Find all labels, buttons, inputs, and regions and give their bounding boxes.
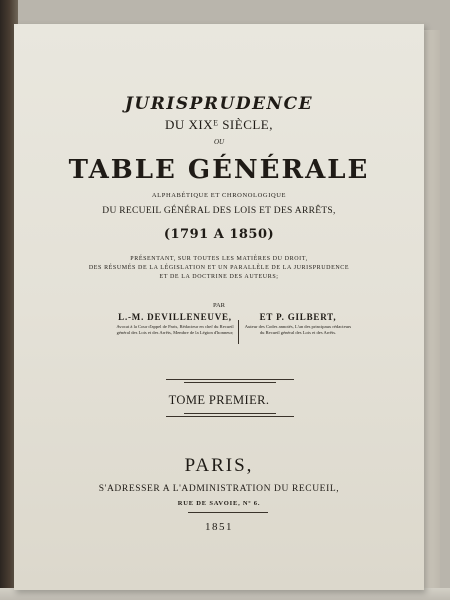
- author-divider: [238, 320, 239, 344]
- imprint-year: 1851: [205, 521, 233, 533]
- imprint-city: PARIS,: [184, 455, 254, 476]
- ornamental-rule-top-thin: [184, 382, 276, 383]
- subtitle-century: DU XIXᴱ SIÈCLE,: [165, 117, 273, 132]
- author-description: Avocat à la Cour d'appel de Paris, Rédacteur en chef du Recueil général des Lois et des Arrêts, Membre de la Légion d'honneur;: [116, 324, 234, 335]
- subtitle-alphabetique: ALPHABÉTIQUE ET CHRONOLOGIQUE: [151, 192, 287, 199]
- imprint-street: RUE DE SAVOIE, Nº 6.: [177, 500, 261, 507]
- author-name: L.-M. DEVILLENEUVE,: [118, 312, 232, 322]
- subtitle-recueil: DU RECUEIL GÉNÉRAL DES LOIS ET DES ARRÊTS,: [102, 206, 336, 216]
- date-range: (1791 A 1850): [163, 227, 275, 242]
- author-devilleneuve: [114, 312, 236, 335]
- title-jurisprudence: JURISPRUDENCE: [124, 94, 314, 114]
- page-edge: [424, 30, 440, 588]
- conjunction-ou: OU: [213, 138, 225, 146]
- imprint-rule: [188, 512, 268, 513]
- author-gilbert: [242, 312, 354, 335]
- ornamental-rule-top: [166, 379, 294, 380]
- title-page: [14, 24, 424, 590]
- description-line-3: ET DE LA DOCTRINE DES AUTEURS;: [159, 274, 279, 280]
- author-name: ET P. GILBERT,: [259, 312, 337, 322]
- par-label: PAR: [212, 302, 226, 309]
- title-table-generale: TABLE GÉNÉRALE: [68, 155, 370, 185]
- author-description: Auteur des Codes annotés, L'un des principaux rédacteurs du Recueil général des Lois et des Arrêts.: [244, 324, 352, 335]
- description-line-1: PRÉSENTANT, SUR TOUTES LES MATIÈRES DU DROIT,: [130, 256, 308, 262]
- ornamental-rule-bottom: [166, 416, 294, 417]
- ornamental-rule-bottom-thin: [184, 413, 276, 414]
- imprint-address: S'ADRESSER A L'ADMINISTRATION DU RECUEIL,: [98, 484, 340, 494]
- volume-label: TOME PREMIER.: [168, 393, 270, 407]
- description-line-2: DES RÉSUMÉS DE LA LÉGISLATION ET UN PARALLÈLE DE LA JURISPRUDENCE: [88, 265, 350, 271]
